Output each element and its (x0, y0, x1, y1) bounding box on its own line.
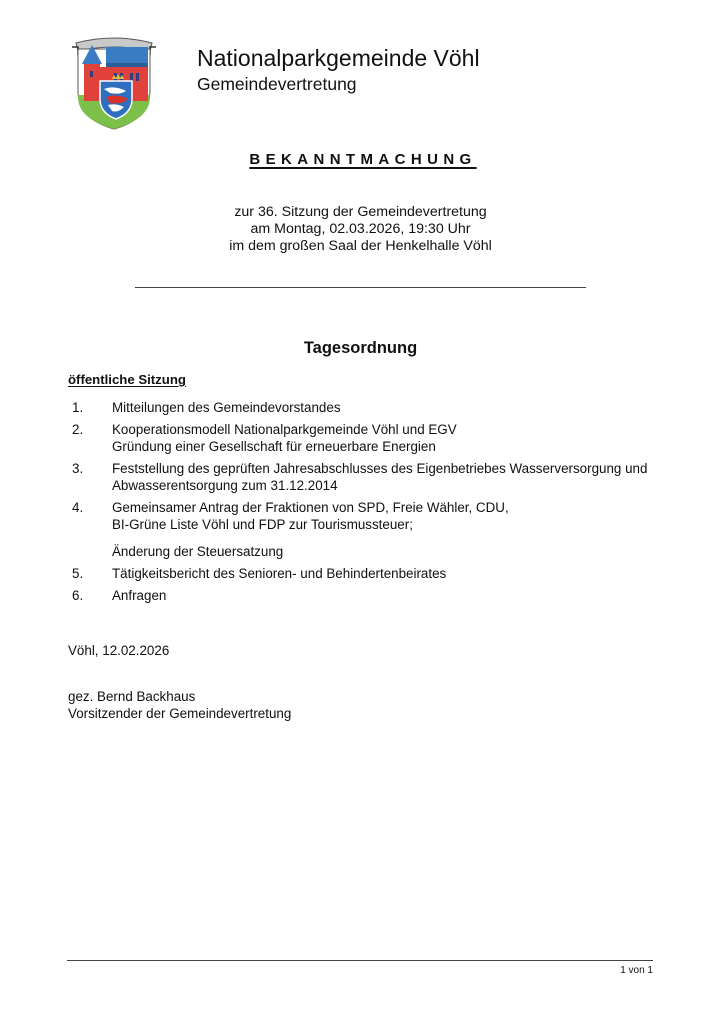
coat-of-arms-icon (70, 33, 158, 131)
agenda-item-5 (68, 565, 668, 582)
place-and-date: Vöhl, 12.02.2026 (68, 643, 170, 658)
agenda-item-1 (68, 399, 668, 416)
agenda-item-text: Abwasserentsorgung zum 31.12.2014 (112, 478, 338, 493)
agenda-item-6 (68, 587, 668, 604)
agenda-item-subtext: Änderung der Steuersatzung (112, 544, 284, 559)
agenda-title: Tagesordnung (303, 339, 418, 357)
agenda-item-2 (68, 421, 668, 455)
public-session-label: öffentliche Sitzung (68, 372, 186, 387)
agenda-item-number: 4. (72, 500, 84, 515)
agenda-item-text: Gemeinsamer Antrag der Fraktionen von SPD, Freie Wähler, CDU, (112, 500, 509, 515)
agenda-item-4 (68, 499, 668, 560)
meeting-date-line: am Montag, 02.03.2026, 19:30 Uhr (250, 221, 471, 237)
agenda-list (68, 399, 668, 609)
footer-divider (67, 960, 653, 961)
organization-subtitle: Gemeindevertretung (197, 74, 357, 94)
document-title-text: BEKANNTMACHUNG (249, 151, 477, 168)
agenda-item-text: Kooperationsmodell Nationalparkgemeinde Vöhl und EGV (112, 422, 457, 437)
agenda-item-number: 1. (72, 400, 84, 415)
signer-role: Vorsitzender der Gemeindevertretung (68, 706, 292, 721)
signature-block (68, 688, 291, 722)
signer-name: gez. Bernd Backhaus (68, 689, 196, 704)
agenda-item-number: 2. (72, 422, 84, 437)
agenda-item-text: Tätigkeitsbericht des Senioren- und Behindertenbeirates (112, 566, 447, 581)
agenda-item-number: 5. (72, 566, 84, 581)
agenda-item-text: Gründung einer Gesellschaft für erneuerbare Energien (112, 439, 436, 454)
agenda-item-number: 6. (72, 588, 84, 603)
meeting-location-line: im dem großen Saal der Henkelhalle Vöhl (229, 238, 492, 254)
agenda-item-text: Mitteilungen des Gemeindevorstandes (112, 400, 341, 415)
document-title (0, 150, 721, 170)
page-indicator: 1 von 1 (620, 965, 653, 976)
agenda-item-text: Anfragen (112, 588, 167, 603)
header-divider (135, 287, 586, 288)
agenda-item-3 (68, 460, 668, 494)
agenda-item-number: 3. (72, 461, 84, 476)
meeting-session-line: zur 36. Sitzung der Gemeindevertretung (234, 204, 487, 220)
agenda-item-text: Feststellung des geprüften Jahresabschlusses des Eigenbetriebes Wasserversorgung und (112, 461, 648, 476)
organization-name: Nationalparkgemeinde Vöhl (197, 45, 480, 71)
meeting-info (0, 204, 721, 255)
agenda-item-text: BI-Grüne Liste Vöhl und FDP zur Tourismussteuer; (112, 517, 413, 532)
